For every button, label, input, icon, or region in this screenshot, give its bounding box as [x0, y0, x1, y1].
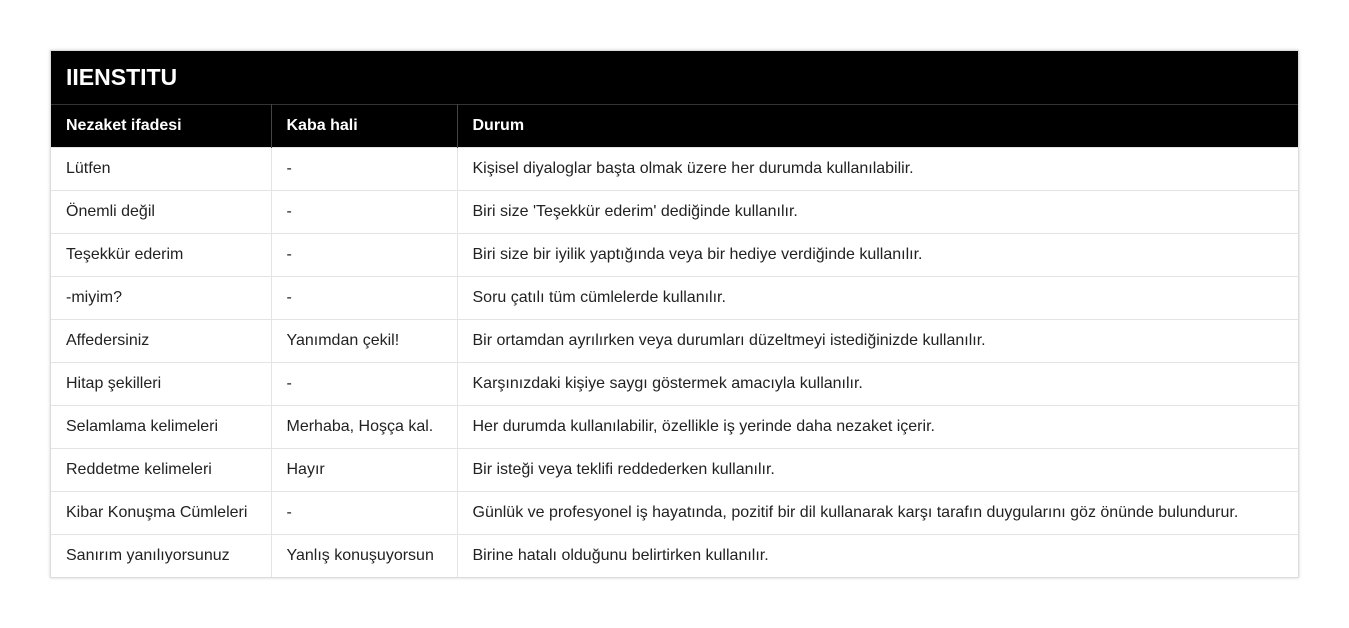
table-row — [51, 448, 1298, 491]
cell-polite-expression: Reddetme kelimeleri — [51, 448, 271, 491]
cell-situation: Birine hatalı olduğunu belirtirken kullanılır. — [457, 534, 1298, 577]
etiquette-table — [51, 51, 1298, 577]
cell-rude-form: - — [271, 276, 457, 319]
cell-polite-expression: Kibar Konuşma Cümleleri — [51, 491, 271, 534]
table-row — [51, 233, 1298, 276]
table-row — [51, 405, 1298, 448]
table-row — [51, 534, 1298, 577]
etiquette-table-container — [50, 50, 1299, 578]
cell-polite-expression: Teşekkür ederim — [51, 233, 271, 276]
cell-situation: Biri size bir iyilik yaptığında veya bir hediye verdiğinde kullanılır. — [457, 233, 1298, 276]
cell-rude-form: - — [271, 362, 457, 405]
cell-situation: Biri size 'Teşekkür ederim' dediğinde kullanılır. — [457, 190, 1298, 233]
table-row — [51, 276, 1298, 319]
cell-situation: Her durumda kullanılabilir, özellikle iş yerinde daha nezaket içerir. — [457, 405, 1298, 448]
column-header-situation: Durum — [457, 104, 1298, 147]
cell-polite-expression: Affedersiniz — [51, 319, 271, 362]
cell-situation: Bir isteği veya teklifi reddederken kullanılır. — [457, 448, 1298, 491]
cell-situation: Kişisel diyaloglar başta olmak üzere her durumda kullanılabilir. — [457, 147, 1298, 190]
table-header-row — [51, 104, 1298, 147]
cell-rude-form: Merhaba, Hoşça kal. — [271, 405, 457, 448]
cell-polite-expression: -miyim? — [51, 276, 271, 319]
cell-situation: Soru çatılı tüm cümlelerde kullanılır. — [457, 276, 1298, 319]
cell-polite-expression: Lütfen — [51, 147, 271, 190]
cell-situation: Bir ortamdan ayrılırken veya durumları düzeltmeyi istediğinizde kullanılır. — [457, 319, 1298, 362]
cell-polite-expression: Önemli değil — [51, 190, 271, 233]
table-row — [51, 190, 1298, 233]
cell-rude-form: - — [271, 190, 457, 233]
cell-rude-form: - — [271, 147, 457, 190]
table-row — [51, 319, 1298, 362]
table-title-row — [51, 51, 1298, 104]
cell-rude-form: Hayır — [271, 448, 457, 491]
table-row — [51, 491, 1298, 534]
column-header-rude-form: Kaba hali — [271, 104, 457, 147]
table-row — [51, 147, 1298, 190]
table-row — [51, 362, 1298, 405]
cell-rude-form: Yanlış konuşuyorsun — [271, 534, 457, 577]
cell-rude-form: - — [271, 233, 457, 276]
cell-polite-expression: Sanırım yanılıyorsunuz — [51, 534, 271, 577]
column-header-polite-expression: Nezaket ifadesi — [51, 104, 271, 147]
cell-polite-expression: Hitap şekilleri — [51, 362, 271, 405]
table-title: IIENSTITU — [51, 51, 1298, 104]
cell-situation: Karşınızdaki kişiye saygı göstermek amacıyla kullanılır. — [457, 362, 1298, 405]
cell-situation: Günlük ve profesyonel iş hayatında, pozitif bir dil kullanarak karşı tarafın duygularını göz önünde bulundurur. — [457, 491, 1298, 534]
cell-rude-form: - — [271, 491, 457, 534]
cell-rude-form: Yanımdan çekil! — [271, 319, 457, 362]
cell-polite-expression: Selamlama kelimeleri — [51, 405, 271, 448]
